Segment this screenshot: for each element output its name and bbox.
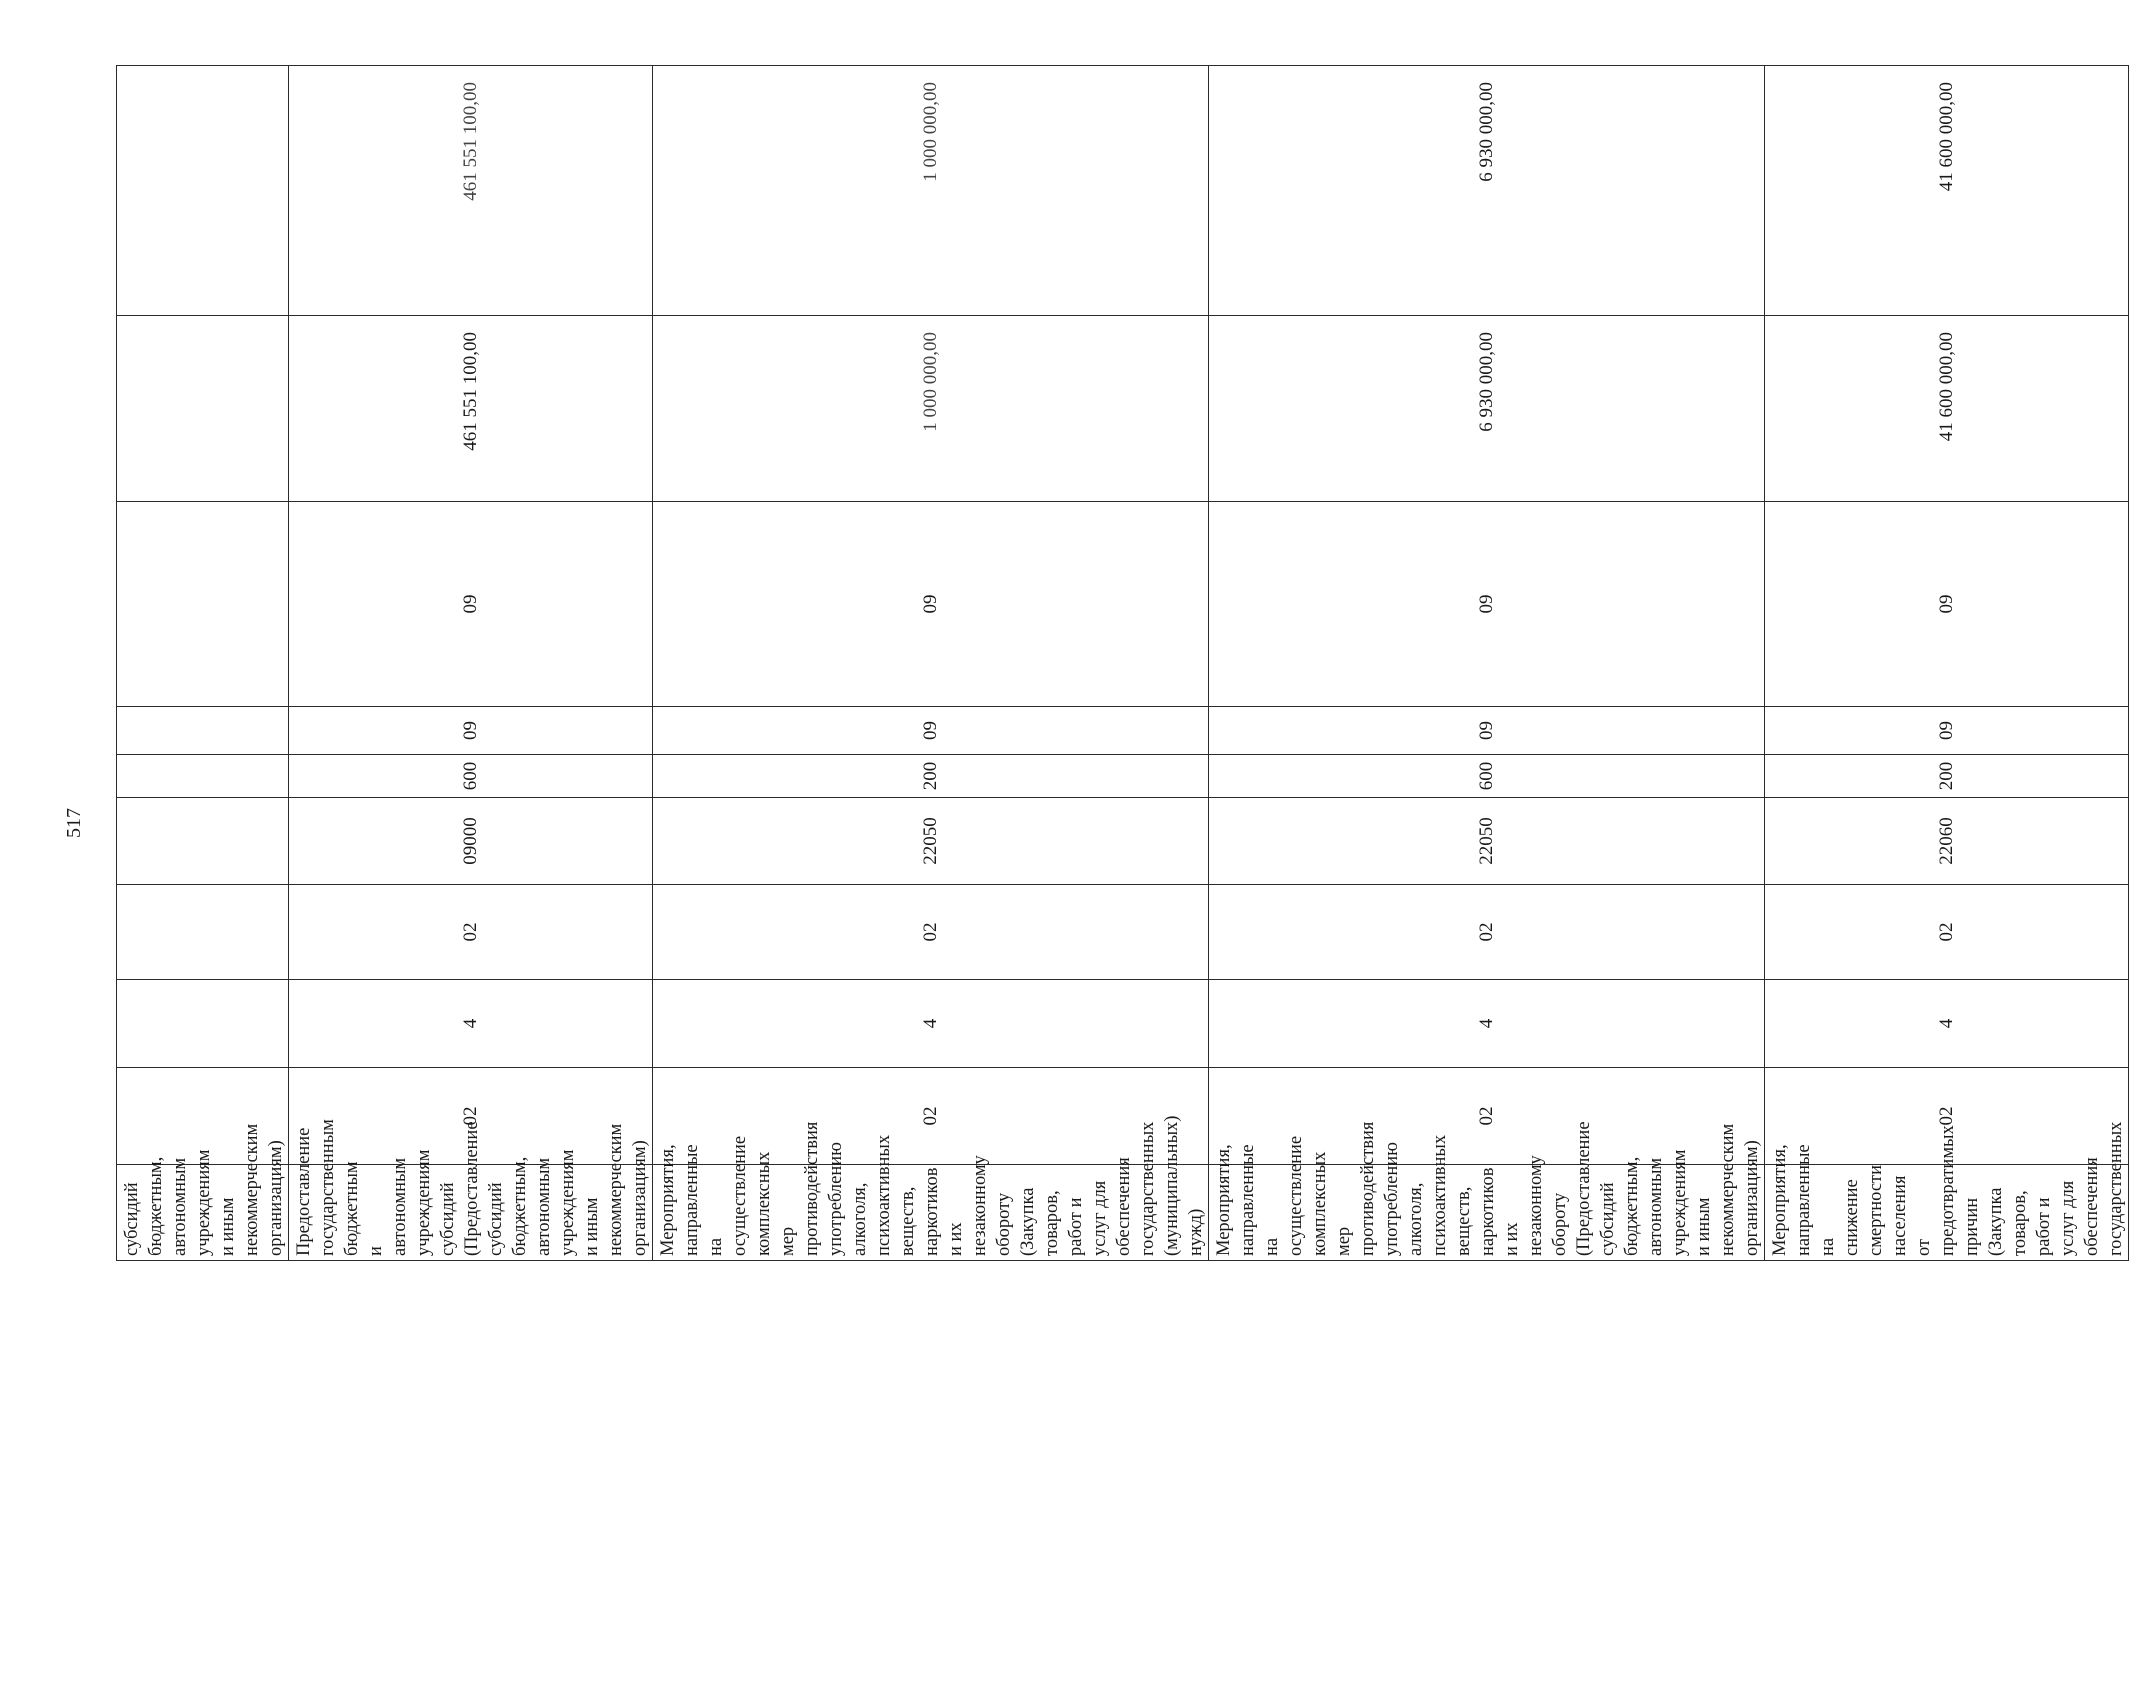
code-subsection: 09 — [1209, 502, 1765, 707]
table-row — [289, 66, 653, 1261]
amount-year-1 — [117, 316, 289, 502]
code-subprogram — [117, 885, 289, 980]
code-subprogram-type: 4 — [289, 980, 653, 1068]
amount-year-2 — [117, 66, 289, 316]
amount-year-2: 461 551 100,00 — [289, 66, 653, 316]
code-expense-type: 200 — [653, 755, 1209, 798]
code-subprogram-type: 4 — [1209, 980, 1765, 1068]
code-section: 09 — [1765, 707, 2129, 755]
amount-year-2: 41 600 000,00 — [1765, 66, 2129, 316]
code-subsection: 09 — [289, 502, 653, 707]
code-expense-type: 600 — [1209, 755, 1765, 798]
code-direction: 22050 — [1209, 798, 1765, 885]
code-subprogram-type: 4 — [1765, 980, 2129, 1068]
code-direction: 22060 — [1765, 798, 2129, 885]
page-number: 517 — [63, 808, 85, 838]
code-expense-type: 200 — [1765, 755, 2129, 798]
table-row — [1765, 66, 2129, 1261]
code-program: 02 — [289, 1068, 653, 1165]
code-program: 02 — [1765, 1068, 2129, 1165]
table-row — [653, 66, 1209, 1261]
amount-year-1: 461 551 100,00 — [289, 316, 653, 502]
code-subprogram: 02 — [289, 885, 653, 980]
row-name: Предоставление государственным бюджетным и автономным учреждениям субсидий (Предоставление субсидий бюджетным, автономным учреждениям и иным некоммерческим организациям) — [289, 1165, 653, 1261]
code-program: 02 — [1209, 1068, 1765, 1165]
amount-year-2: 1 000 000,00 — [653, 66, 1209, 316]
code-subprogram: 02 — [1209, 885, 1765, 980]
code-section — [117, 707, 289, 755]
code-direction: 22050 — [653, 798, 1209, 885]
code-subsection: 09 — [1765, 502, 2129, 707]
code-section: 09 — [653, 707, 1209, 755]
code-direction — [117, 798, 289, 885]
code-section: 09 — [289, 707, 653, 755]
amount-year-1: 41 600 000,00 — [1765, 316, 2129, 502]
amount-year-2: 6 930 000,00 — [1209, 66, 1765, 316]
table-row — [1209, 66, 1765, 1261]
row-name: Мероприятия, направленные на снижение смертности населения от предотвратимых причин (Закупка товаров, работ и услуг для обеспечения государственных — [1765, 1165, 2129, 1261]
row-name: субсидий бюджетным, автономным учреждениям и иным некоммерческим организациям) — [117, 1165, 289, 1261]
budget-table-rotated — [116, 66, 2126, 1261]
code-expense-type — [117, 755, 289, 798]
code-subsection — [117, 502, 289, 707]
row-name: Мероприятия, направленные на осуществление комплексных мер противодействия употреблению алкоголя, психоактивных веществ, наркотиков и их незаконному обороту (Закупка товаров, работ и услуг для обеспечения государственных (муниципальных) нужд) — [653, 1165, 1209, 1261]
code-program: 02 — [653, 1068, 1209, 1165]
amount-year-1: 1 000 000,00 — [653, 316, 1209, 502]
code-direction: 09000 — [289, 798, 653, 885]
code-expense-type: 600 — [289, 755, 653, 798]
budget-table — [116, 65, 2129, 1261]
code-subprogram: 02 — [1765, 885, 2129, 980]
code-subprogram: 02 — [653, 885, 1209, 980]
row-name: Мероприятия, направленные на осуществление комплексных мер противодействия употреблению алкоголя, психоактивных веществ, наркотиков и их незаконному обороту (Предоставление субсидий бюджетным, автономным учреждениям и иным некоммерческим организациям) — [1209, 1165, 1765, 1261]
code-section: 09 — [1209, 707, 1765, 755]
code-subprogram-type: 4 — [653, 980, 1209, 1068]
code-subprogram-type — [117, 980, 289, 1068]
code-subsection: 09 — [653, 502, 1209, 707]
table-row — [117, 66, 289, 1261]
amount-year-1: 6 930 000,00 — [1209, 316, 1765, 502]
